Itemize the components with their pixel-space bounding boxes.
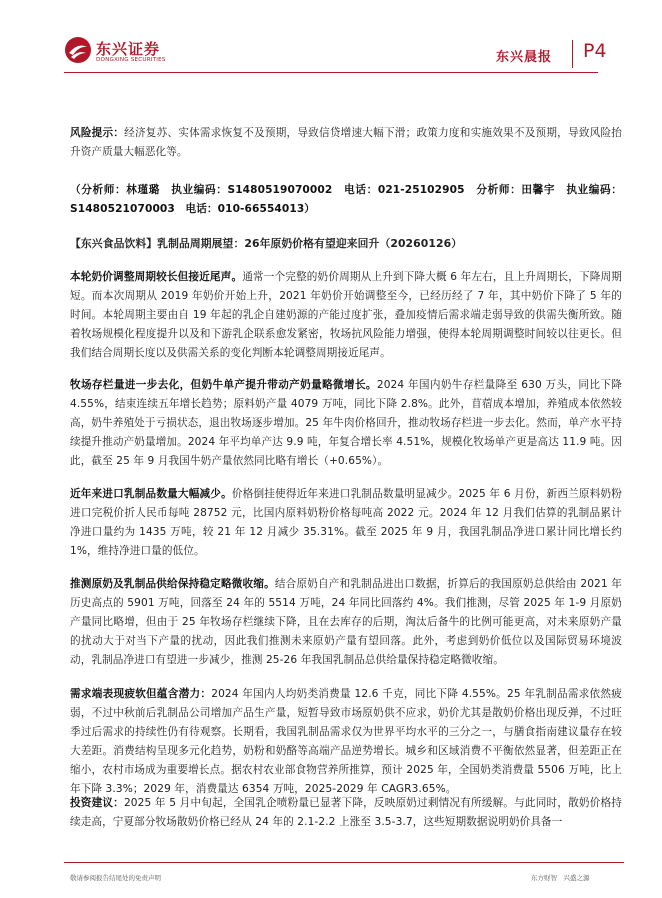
page-number: P4 bbox=[583, 40, 607, 62]
risk-paragraph bbox=[70, 124, 622, 162]
section-demand bbox=[70, 685, 622, 799]
section-investment bbox=[70, 794, 622, 834]
section-text: 价格倒挂使得近年来进口乳制品数量明显减少。2025 年 6 月份，新西兰原料奶粉进口完税价折人民币每吨 28752 元，比国内原料奶粉价格每吨高 2022 元。2024 年 12 月我们估算的乳制品累计净进口量约为 1435 万吨，较 21 年 12 月减少 35.31%。截至 2025 年 9 月，我国乳制品净进口累计同比增长约 1%，维持净进口量的低位。 bbox=[70, 488, 622, 557]
section-lead: 本轮奶价调整周期较长但接近尾声。 bbox=[70, 271, 243, 283]
section-lead: 近年来进口乳制品数量大幅减少。 bbox=[70, 488, 232, 500]
risk-lead: 风险提示： bbox=[70, 127, 125, 139]
section-supply bbox=[70, 575, 622, 670]
report-title: 【东兴食品饮料】乳制品周期展望：26年原奶价格有望迎来回升（20260126） bbox=[70, 237, 463, 250]
logo-mark-icon bbox=[64, 36, 92, 64]
header-divider bbox=[572, 40, 573, 68]
company-logo bbox=[64, 36, 194, 76]
analyst-info bbox=[70, 181, 622, 219]
section-lead: 推测原奶及乳制品供给保持稳定略微收缩。 bbox=[70, 578, 275, 590]
report-name: 东兴晨报 bbox=[496, 50, 553, 65]
section-herd bbox=[70, 376, 622, 471]
section-lead: 投资建议： bbox=[70, 797, 124, 809]
risk-text: 经济复苏、实体需求恢复不及预期，导致信贷增速大幅下滑；政策力度和实施效果不及预期，导致风险抬升资产质量大幅恶化等。 bbox=[70, 127, 622, 158]
logo-english-name: DONGXING SECURITIES bbox=[96, 57, 166, 63]
footer-slogan: 东方财智 兴盛之源 bbox=[531, 874, 590, 882]
section-text: 2024 年国内奶牛存栏量降至 630 万头，同比下降 4.55%，结束连续五年增长趋势；原料奶产量 4079 万吨，同比下降 2.8%。此外，苜蓿成本增加，养殖成本依然较高，奶牛养殖处于亏损状态，退出牧场逐步增加。25 年牛肉价格回升，推动牧场存栏进一步去化。然而，单产水平持续提升推动产奶量增加。2024 年平均单产达 9.9 吨，年复合增长率 4.51%，规模化牧场单产更是高达 11.9 吨。因此，截至 25 年 9 月我国牛奶产量依然同比略有增长（+0.65%）。 bbox=[70, 379, 622, 467]
section-lead: 牧场存栏量进一步去化，但奶牛单产提升带动产奶量略微增长。 bbox=[70, 379, 377, 391]
analyst-text: （分析师：林瑾璐 执业编码：S1480519070002 电话：021-25102905 分析师：田馨宇 执业编码：S1480521070003 电话：010-66554013） bbox=[70, 184, 622, 215]
section-imports bbox=[70, 485, 622, 561]
section-text: 通常一个完整的奶价周期从上升到下降大概 6 年左右，且上升周期长，下降周期短。而本次周期从 2019 年奶价开始上升，2021 年奶价开始调整至今，已经历经了 7 年，其中奶价下降了 5 年的时间。本轮周期主要由自 19 年起的乳企自建奶源的产能过度扩张，叠加疫情后需求端走弱导致的供需失衡所致。随着牧场规模化程度提升以及和下游乳企联系愈发紧密，牧场抗风险能力增强，使得本轮周期调整时间较以往更长。但我们结合周期长度以及供需关系的变化判断本轮调整周期接近尾声。 bbox=[70, 271, 623, 359]
header-rule bbox=[64, 72, 598, 73]
footer-disclaimer: 敬请参阅报告结尾处的免责声明 bbox=[70, 874, 161, 882]
footer-rule bbox=[64, 862, 624, 863]
logo-name: 东兴证券 bbox=[96, 40, 161, 58]
section-cycle bbox=[70, 268, 622, 363]
section-text: 结合原奶自产和乳制品进出口数据，折算后的我国原奶总供给由 2021 年历史高点的 5901 万吨，回落至 24 年的 5514 万吨，24 年同比回落约 4%。我们推测，尽管 2025 年 1-9 月原奶产量同比略增，但由于 25 年牧场存栏继续下降，且在去库存的后期，淘汰后备牛的比例可能更高，对未来原奶产量的扰动大于对当下产量的扰动，因此我们推测未来原奶产量有望回落。此外，考虑到奶价低位以及国际贸易环境波动，乳制品净进口有望进一步减少，推测 25-26 年我国乳制品总供给量保持稳定略微收缩。 bbox=[70, 578, 622, 666]
section-lead: 需求端表现疲软但蕴含潜力： bbox=[70, 688, 212, 700]
page-header bbox=[0, 0, 662, 78]
section-text: 2025 年 5 月中旬起，全国乳企喷粉量已显著下降，反映原奶过剩情况有所缓解。与此同时，散奶价格持续走高，宁夏部分牧场散奶价格已经从 24 年的 2.1-2.2 上涨至 3.5-3.7，这些短期数据说明奶价具备一 bbox=[70, 797, 622, 828]
section-text: 2024 年国内人均奶类消费量 12.6 千克，同比下降 4.55%。25 年乳制品需求依然疲弱，不过中秋前后乳制品公司增加产品生产量，短暂导致市场原奶供不应求，奶价尤其是散奶价格出现反弹，不过旺季过后需求的持续性仍有待观察。长期看，我国乳制品需求仅为世界平均水平的三分之一，与膳食指南建议量存在较大差距。消费结构呈现多元化趋势，奶粉和奶酪等高端产品逆势增长。城乡和区域消费不平衡依然显著，但差距正在缩小，农村市场成为重要增长点。据农村农业部食物营养所推算，预计 2025 年，全国奶类消费量 5506 万吨，比上年下降 3.3%；2029 年，消费量达 6354 万吨，2025-2029 年 CAGR3.65%。 bbox=[70, 688, 622, 795]
